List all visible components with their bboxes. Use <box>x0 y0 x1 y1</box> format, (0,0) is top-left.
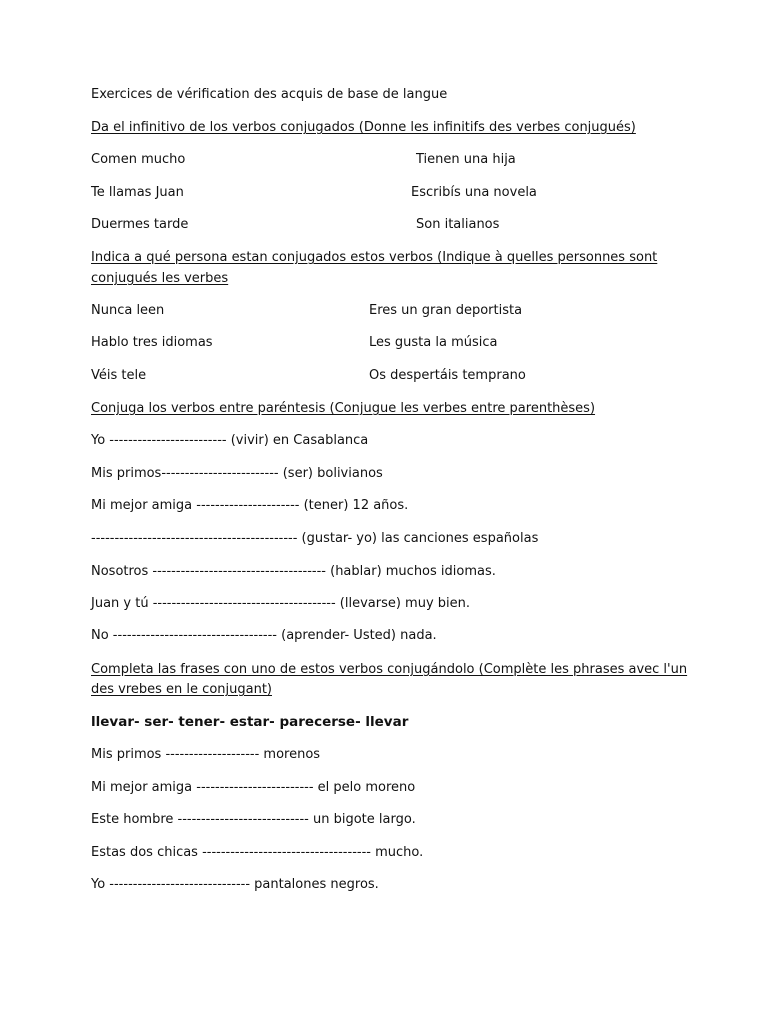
section2-item-right: Les gusta la música <box>369 335 498 350</box>
exercise-line: Este hombre ---------------------------- un bigote largo. <box>91 812 416 827</box>
section2-item-left: Hablo tres idiomas <box>91 335 213 350</box>
exercise-line: Yo ------------------------- (vivir) en Casablanca <box>91 433 369 448</box>
exercise-line: Estas dos chicas ------------------------------------ mucho. <box>91 845 424 860</box>
exercise-line: Mi mejor amiga ------------------------- el pelo moreno <box>91 780 416 795</box>
section1-item-right: Tienen una hija <box>416 152 516 167</box>
section3-heading: Conjuga los verbos entre paréntesis (Conjugue les verbes entre parenthèses) <box>91 401 596 416</box>
exercise-line: Nosotros ------------------------------------- (hablar) muchos idiomas. <box>91 564 496 579</box>
section4-heading-line2: des vrebes en le conjugant) <box>91 682 272 697</box>
exercise-line: Mis primos------------------------- (ser) bolivianos <box>91 466 383 481</box>
section2-heading-line1: Indica a qué persona estan conjugados estos verbos (Indique à quelles personnes sont <box>91 250 658 265</box>
exercise-line: Mis primos -------------------- morenos <box>91 747 321 762</box>
section1-item-left: Comen mucho <box>91 152 186 167</box>
exercise-line: Yo ------------------------------ pantalones negros. <box>91 877 379 892</box>
section1-item-right: Escribís una novela <box>411 185 537 200</box>
exercise-line: Mi mejor amiga ---------------------- (tener) 12 años. <box>91 498 409 513</box>
document-title: Exercices de vérification des acquis de base de langue <box>91 87 448 102</box>
section2-heading-line2: conjugués les verbes <box>91 271 229 286</box>
section2-item-right: Os despertáis temprano <box>369 368 526 383</box>
section2-item-left: Nunca leen <box>91 303 165 318</box>
section1-heading: Da el infinitivo de los verbos conjugados (Donne les infinitifs des verbes conjugués) <box>91 120 636 135</box>
section4-heading-line1: Completa las frases con uno de estos verbos conjugándolo (Complète les phrases avec l'un <box>91 662 688 677</box>
section2-item-left: Véis tele <box>91 368 147 383</box>
exercise-line: Juan y tú --------------------------------------- (llevarse) muy bien. <box>91 596 471 611</box>
verb-word-bank: llevar- ser- tener- estar- parecerse- llevar <box>91 714 409 730</box>
section1-item-left: Duermes tarde <box>91 217 189 232</box>
exercise-line: -------------------------------------------- (gustar- yo) las canciones españolas <box>91 531 539 546</box>
section2-item-right: Eres un gran deportista <box>369 303 523 318</box>
section1-item-left: Te llamas Juan <box>91 185 184 200</box>
exercise-line: No ----------------------------------- (aprender- Usted) nada. <box>91 628 437 643</box>
section1-item-right: Son italianos <box>416 217 500 232</box>
